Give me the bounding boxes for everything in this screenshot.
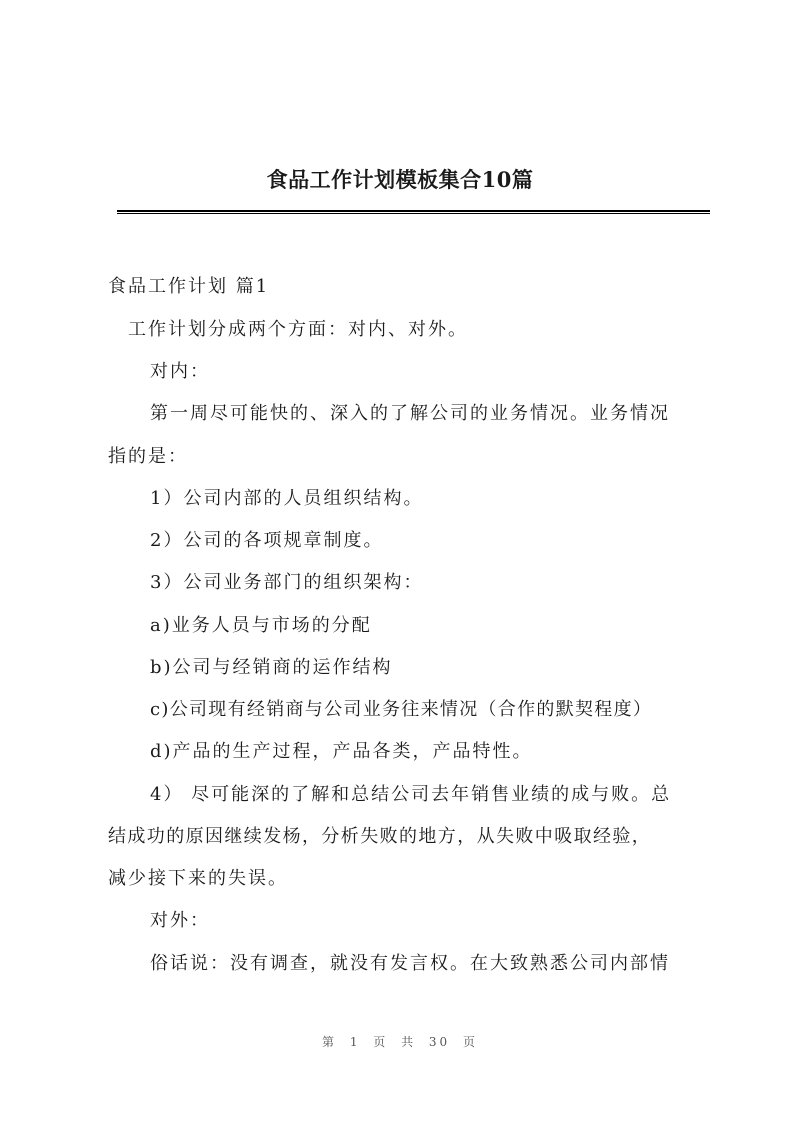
list-item-1: 1）公司内部的人员组织结构。 bbox=[150, 488, 424, 509]
section-heading: 食品工作计划 篇1 bbox=[108, 276, 270, 297]
title-divider bbox=[117, 210, 710, 214]
proverb-paragraph-line-1: 俗话说：没有调查，就没有发言权。在大致熟悉公司内部情 bbox=[150, 953, 670, 974]
list-item-4-line-1: 4） 尽可能深的了解和总结公司去年销售业绩的成与败。总 bbox=[150, 784, 672, 805]
intro-paragraph: 工作计划分成两个方面：对内、对外。 bbox=[128, 319, 468, 340]
external-label: 对外： bbox=[150, 910, 210, 931]
document-title: 食品工作计划模板集合10篇 bbox=[266, 167, 534, 192]
list-item-a: a)业务人员与市场的分配 bbox=[150, 615, 372, 636]
list-item-c: c)公司现有经销商与公司业务往来情况（合作的默契程度） bbox=[150, 699, 653, 720]
list-item-2: 2）公司的各项规章制度。 bbox=[150, 530, 384, 551]
list-item-4-line-2: 结成功的原因继续发杨，分析失败的地方，从失败中吸取经验， bbox=[108, 826, 652, 847]
list-item-4-line-3: 减少接下来的失误。 bbox=[108, 868, 288, 889]
list-item-d: d)产品的生产过程，产品各类，产品特性。 bbox=[150, 741, 533, 762]
internal-label: 对内： bbox=[150, 361, 210, 382]
list-item-3: 3）公司业务部门的组织架构： bbox=[150, 572, 424, 593]
page-number-footer: 第 1 页 共 30 页 bbox=[322, 1035, 478, 1049]
week1-paragraph-line-2: 指的是： bbox=[108, 446, 188, 467]
list-item-b: b)公司与经销商的运作结构 bbox=[150, 657, 393, 678]
week1-paragraph-line-1: 第一周尽可能快的、深入的了解公司的业务情况。业务情况 bbox=[150, 403, 670, 424]
